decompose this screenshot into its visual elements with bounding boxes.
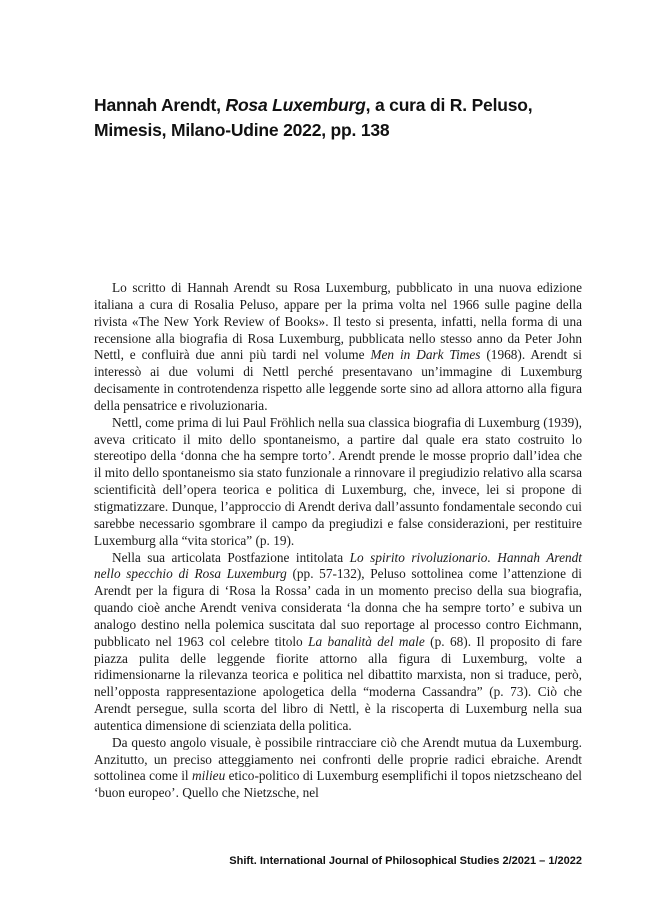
p3-text-a: Nella sua articolata Postfazione intitolata bbox=[112, 549, 350, 565]
p1-italic-1: Men in Dark Times bbox=[370, 347, 481, 363]
paragraph-3 bbox=[94, 550, 582, 735]
p2-text-a: Nettl, come prima di lui Paul Fröhlich nella sua classica biografia di Luxemburg (1939), aveva criticato il mito dello spontaneismo, a partire dal quale era stato costruito lo stereotipo della ‘donna che ha sempre torto’. Arendt prende le mosse proprio dall’idea che il mito dello spontaneismo sia stato funzionale a rinnovare il pregiudizio relativo alla scarsa scientificità dell’opera teorica e politica di Luxemburg, che, invece, lei si propone di stigmatizzare. Dunque, l’approccio di Arendt deriva dall’assunto fondamentale secondo cui sarebbe necessario sgombrare il campo da pregiudizi e false considerazioni, per restituire Luxemburg alla “vita storica” (p. 19). bbox=[94, 414, 582, 548]
journal-footer: Shift. International Journal of Philosophical Studies 2/2021 – 1/2022 bbox=[229, 855, 582, 867]
paragraph-4 bbox=[94, 735, 582, 802]
review-title bbox=[94, 93, 604, 143]
p1-text-b: (1968). Arendt si interessò ai due volumi di Nettl perché presentavano un’immagine di Luxemburg decisamente in controtendenza rispetto alle leggende sorte sino ad allora attorno alla figura della pensatrice e rivoluzionaria. bbox=[94, 347, 583, 413]
title-author: Hannah Arendt, bbox=[94, 95, 226, 115]
p3-text-c: (p. 68). Il proposito di fare piazza pulita delle leggende fiorite attorno alla figura di Luxemburg, volte a ridimensionarne la rilevanza teorica e politica nel dibattito marxista, non si traduce, però, nell’opposta rappresentazione apologetica della “moderna Cassandra” (p. 73). Ciò che Arendt persegue, sulla scorta del libro di Nettl, è la riscoperta di Luxemburg nella sua autentica dimensione di scienziata della politica. bbox=[94, 633, 582, 733]
p3-text-b: (pp. 57-132), Peluso sottolinea come l’attenzione di Arendt per la figura di ‘Rosa la Rossa’ cada in un momento preciso della sua biografia, quando cioè anche Arendt veniva considerata ‘la donna che ha sempre torto’ e subiva un analogo destino nella polemica suscitata dal suo reportage al processo contro Eichmann, pubblicato nel 1963 col celebre titolo bbox=[94, 566, 582, 649]
p1-text-a: Lo scritto di Hannah Arendt su Rosa Luxemburg, pubblicato in una nuova edizione italiana a cura di Rosalia Peluso, appare per la prima volta nel 1966 sulle pagine della rivista «The New York Review of Books». Il testo si presenta, infatti, nella forma di una recensione alla biografia di Rosa Luxemburg, pubblicata nello stesso anno da Peter John Nettl, e confluirà due anni più tardi nel volume bbox=[94, 280, 582, 363]
title-book: Rosa Luxemburg bbox=[225, 95, 366, 115]
p4-text-a: Da questo angolo visuale, è possibile rintracciare ciò che Arendt mutua da Luxemburg. Anzitutto, un preciso atteggiamento nei confronti delle proprie radici ebraiche. Arendt sottolinea come il bbox=[94, 734, 582, 784]
title-publication: , a cura di R. Peluso, Mimesis, Milano-Udine 2022, pp. 138 bbox=[94, 95, 533, 140]
paragraph-2 bbox=[94, 415, 582, 550]
review-body bbox=[94, 280, 582, 802]
p4-text-b: etico-politico di Luxemburg esemplifichi il topos nietzscheano del ‘buon europeo’. Quello che Nietzsche, nel bbox=[94, 768, 583, 801]
p3-italic-1: Lo spirito rivoluzionario. Hannah Arendt nello specchio di Rosa Luxemburg bbox=[94, 549, 583, 582]
paragraph-1 bbox=[94, 280, 582, 415]
p3-italic-2: La banalità del male bbox=[308, 633, 425, 649]
p4-italic-1: milieu bbox=[191, 768, 226, 784]
